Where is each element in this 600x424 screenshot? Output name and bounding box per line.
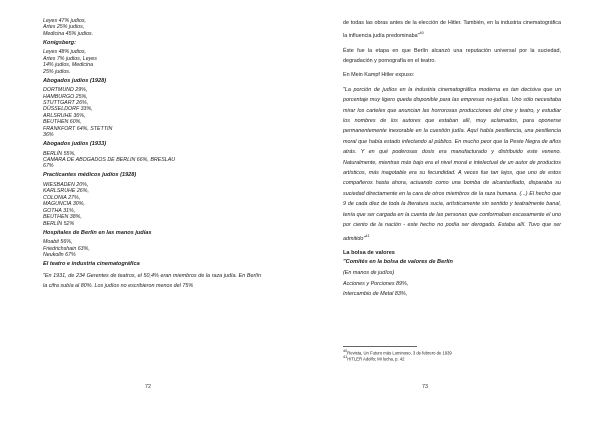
right-page: [300, 0, 600, 424]
list-line: Leyes 47% judios,: [43, 18, 86, 24]
list-line: BEUTHEN 60%,: [43, 119, 82, 126]
list-line: COLONIA 27%,: [43, 194, 81, 201]
footnote: $^{41}$HITLER Adolfo; Mi lucha, p. 42: [343, 355, 405, 362]
list-line: 36%: [43, 132, 54, 139]
section-heading: Abogados judíos (1933): [43, 141, 107, 148]
list-line: WIESBADEN 20%,: [43, 182, 89, 189]
list-line: Artes 25% judios,: [43, 24, 85, 31]
block-quote: "La porción de judíos en la industria cinematográfica moderna es tan decisiva que un porcentaje muy ligero queda disponible para las empresas no-judías. Uno sólo necesitaba mirar los carteles que anuncian las horrorosas producciones del cine y teatro, y estudiar los nombres de los autores que estaban allí, muy aclamados, para oponerse permanentemente inexorable en la cuestión judía. Aquí había pestilencia, una pestilencia moral que había estado infectando al público. En mucho peor que la Peste Negra de años atrás. Y en qué poderosas dosis era manufacturado y distribuido este veneno. Naturalmente, mientras más bajo era el nivel moral e intelectual de un autor de productos artísticos, más inagotable era su fecundidad. A veces fue tan lejos, que uno de estos compañeros hasta ahora, actuando como una bomba de alcantarillado, disparaba su suciedad directamente en la cara de otros miembros de la raza humana. (...) El hecho que 9 de cada diez de toda la literatura sucia, artísticamente sin sentido y teatralmente banal, tenía que ser cargada en la cuenta de las personas que conformaban escasamente el uno por ciento de la nación - este hecho no podía ser derogado. Estaba allí. Tuvo que ser admitido"$^{41}$: [343, 86, 561, 242]
section-heading: Hospitales de Berlín en las manos judías: [43, 229, 152, 236]
list-line: Intercambio de Metal 83%,: [343, 291, 408, 298]
footnote: $^{40}$Revista, Un Futuro más Luminoso, 3 de febrero de 1939: [343, 348, 452, 355]
list-line: HAMBURGO 25%,: [43, 93, 88, 100]
section-heading: Practicantes médicos judíos (1928): [43, 172, 137, 179]
list-line: (En manos de judíos): [343, 270, 395, 277]
list-line: KARLSRUHE 26%,: [43, 188, 89, 195]
list-line: Friedrichshain 63%,: [43, 245, 90, 252]
right-page-content: [343, 18, 561, 362]
left-page-number: 72: [145, 384, 151, 390]
list-line: MAGUNCIA 30%,: [43, 201, 85, 208]
list-line: Moabit 56%,: [43, 239, 73, 246]
section-heading: La bolsa de valores: [343, 249, 395, 256]
footnotes: [343, 349, 561, 363]
list-line: DÜSSELDORF 33%,: [43, 106, 93, 113]
section-heading: Abogados judios (1928): [43, 77, 107, 84]
list-line: Artes 7% judios, Leyes: [43, 55, 97, 62]
list-line: Acciones y Porciones 89%,: [343, 280, 409, 287]
section-heading: Konigsberg:: [43, 39, 76, 46]
left-page-content: [43, 18, 261, 292]
list-line: BERLÍN 55%,: [43, 150, 76, 157]
section-subheading: "Comités en la bolsa de valores de Berlín: [343, 258, 453, 265]
paragraph-mein-kampf: En Mein Kampf Hitler expuso:: [343, 72, 415, 79]
paragraph-berlin: Éste fue la etapa en que Berlín alcanzó una reputación universal por la suciedad, degradación y pornografía en el teatro.: [343, 47, 561, 65]
section-heading: El teatro e industria cinematográfica: [43, 260, 140, 267]
list-line: CAMARA DE ABOGADOS DE BERLIN 66%, BRESLAU: [43, 157, 176, 164]
list-line: Neukolln 67%: [43, 251, 76, 258]
list-line: ARLSRUHE 36%,: [43, 112, 86, 119]
list-line: FRANKFORT 64%, STETTIN: [43, 125, 113, 132]
list-line: Medicina 45% judios.: [43, 30, 94, 37]
list-line: STUTTGART 26%,: [43, 100, 89, 107]
list-line: 14% judios, Medicina: [43, 62, 94, 69]
list-line: GOTHA 31%,: [43, 207, 76, 214]
list-line: BEUTHEN 38%,: [43, 214, 82, 221]
paragraph-theatre: "En 1931, de 234 Gerentes de teatros, el 50,4% eran miembros de la raza judía. En Berlín la cifra subía al 80%. Los judíos no escribieron menos del 75%: [43, 272, 261, 290]
section-list: [343, 268, 561, 299]
footnote-rule: [343, 346, 417, 347]
list-line: DORTMUND 29%,: [43, 87, 88, 94]
list-line: 25% judios.: [43, 68, 71, 75]
list-line: BERLÍN 52%: [43, 220, 75, 227]
list-line: Leyes 48% judios,: [43, 49, 86, 56]
list-line: 67%: [43, 163, 54, 170]
right-page-number: 73: [422, 384, 428, 390]
paragraph-continuation: de todas las obras antes de la elección de Hitler. También, en la industria cinematográfica la influencia judía predominaba"$^{40}$: [343, 20, 561, 40]
